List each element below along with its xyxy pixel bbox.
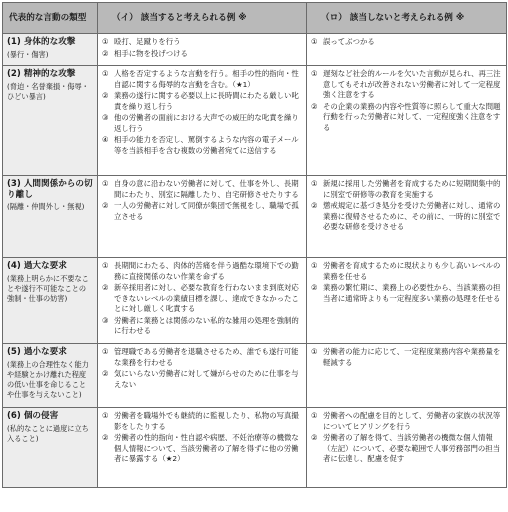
example-item	[102, 49, 302, 60]
item-text: 殴打、足蹴りを行う	[114, 37, 181, 46]
example-item	[102, 347, 302, 368]
example-item	[311, 69, 502, 101]
category-cell	[3, 176, 98, 258]
item-text: 人格を否定するような言動を行う。相手の性的指向・性自認に関する侮辱的な言動を含む。（★1）	[114, 69, 299, 89]
category-description: (脅迫・名誉棄損・侮辱・ひどい暴言)	[7, 81, 89, 101]
item-number: ②	[102, 48, 109, 58]
item-number: ①	[311, 261, 318, 270]
example-item	[102, 369, 302, 390]
category-title: (2) 精神的な攻撃	[7, 69, 76, 79]
item-text: 誤ってぶつかる	[323, 37, 375, 46]
not-applies-cell	[307, 34, 507, 66]
header-applies: （イ） 該当すると考えられる例 ※	[98, 3, 307, 34]
example-item	[311, 347, 502, 368]
item-text: 労働者を職場外でも継続的に監視したり、私物の写真撮影をしたりする	[114, 411, 299, 431]
category-description: (私的なことに過度に立ち入ること)	[7, 423, 89, 443]
example-item	[311, 37, 502, 48]
item-number: ②	[311, 283, 318, 293]
example-item	[102, 135, 302, 156]
item-text: 長期間にわたる、肉体的苦痛を伴う過酷な環境下での勤務に直接関係のない作業を命ずる	[114, 261, 299, 281]
item-text: 気にいらない労働者に対して嫌がらせのために仕事を与えない	[114, 369, 299, 389]
item-text: 労働者の性的指向・性自認や病歴、不妊治療等の機微な個人情報について、当該労働者の了解を得ずに他の労働者に暴露する（★2）	[114, 433, 299, 464]
item-number: ①	[102, 261, 109, 270]
example-item	[311, 261, 502, 282]
item-text: 管理職である労働者を退職させるため、誰でも遂行可能な業務を行わせる	[114, 347, 299, 367]
item-text: 労働者を育成するために現状よりも少し高いレベルの業務を任せる	[323, 261, 501, 281]
item-text: 労働者の了解を得て、当該労働者の機微な個人情報（左記）について、必要な範囲で人事労務部門の担当者に伝達し、配慮を促す	[323, 433, 501, 464]
applies-cell	[98, 176, 307, 258]
applies-cell	[98, 66, 307, 176]
example-item	[102, 179, 302, 200]
category-title: (3) 人間関係からの切り離し	[7, 179, 93, 200]
category-cell	[3, 34, 98, 66]
not-applies-cell	[307, 258, 507, 344]
item-text: 一人の労働者に対して同僚が集団で無視をし、職場で孤立させる	[114, 201, 299, 221]
harassment-examples-table	[2, 2, 507, 488]
category-cell	[3, 66, 98, 176]
not-applies-cell	[307, 66, 507, 176]
category-cell	[3, 258, 98, 344]
header-category: 代表的な言動の類型	[3, 3, 98, 34]
category-description: (暴行・傷害)	[7, 49, 49, 59]
example-item	[102, 69, 302, 90]
item-text: 懲戒規定に基づき処分を受けた労働者に対し、通常の業務に復帰させるために、その前に、一時的に別室で必要な研修を受けさせる	[323, 201, 501, 232]
item-number: ①	[102, 69, 109, 78]
item-number: ③	[102, 315, 109, 325]
example-item	[102, 201, 302, 222]
category-description: (隔離・仲間外し・無視)	[7, 202, 85, 212]
table-row	[3, 176, 507, 258]
item-number: ①	[102, 411, 109, 420]
item-text: 業務の遂行に関する必要以上に長時間にわたる厳しい叱責を繰り返し行う	[114, 91, 299, 111]
item-number: ④	[102, 135, 109, 145]
item-number: ①	[311, 347, 318, 356]
example-item	[311, 411, 502, 432]
item-text: 労働者に業務とは関係のない私的な雑用の処理を強制的に行わせる	[114, 315, 299, 336]
category-description: (業務上明らかに不要なことや遂行不可能なことの強制・仕事の妨害)	[7, 273, 89, 303]
category-cell	[3, 344, 98, 408]
applies-cell	[98, 34, 307, 66]
item-number: ①	[102, 347, 109, 356]
example-item	[102, 91, 302, 112]
not-applies-cell	[307, 408, 507, 488]
item-number: ②	[311, 201, 318, 211]
category-title: (5) 過小な要求	[7, 347, 67, 357]
item-number: ②	[102, 201, 109, 211]
example-item	[311, 201, 502, 233]
item-number: ③	[102, 113, 109, 123]
table-row	[3, 408, 507, 488]
category-title: (4) 過大な要求	[7, 261, 67, 271]
example-item	[102, 316, 302, 337]
category-description: (業務上の合理性なく能力や経験とかけ離れた程度の低い仕事を命じることや仕事を与えないこと)	[7, 359, 89, 399]
example-item	[102, 37, 302, 48]
item-text: 遅刻など社会的ルールを欠いた言動が見られ、再三注意してもそれが改善されない労働者に対して一定程度強く注意をする	[323, 69, 501, 100]
item-text: 相手の能力を否定し、罵倒するような内容の電子メール等を当該相手を含む複数の労働者宛てに送信する	[114, 135, 299, 155]
item-number: ②	[102, 369, 109, 379]
item-number: ①	[311, 69, 318, 78]
category-cell	[3, 408, 98, 488]
item-number: ②	[102, 91, 109, 101]
table-row	[3, 66, 507, 176]
item-text: 自身の意に沿わない労働者に対して、仕事を外し、長期間にわたり、別室に隔離したり、自宅研修させたりする	[114, 179, 299, 199]
item-number: ①	[311, 411, 318, 420]
item-text: 労働者への配慮を目的として、労働者の家族の状況等についてヒアリングを行う	[323, 411, 501, 431]
example-item	[102, 433, 302, 465]
category-title: (1) 身体的な攻撃	[7, 37, 76, 47]
item-number: ①	[102, 37, 109, 46]
category-title: (6) 個の侵害	[7, 411, 59, 421]
table-row	[3, 344, 507, 408]
example-item	[311, 102, 502, 134]
item-text: 労働者の能力に応じて、一定程度業務内容や業務量を軽減する	[323, 347, 501, 367]
not-applies-cell	[307, 176, 507, 258]
item-text: 業務の繁忙期に、業務上の必要性から、当該業務の担当者に通常時よりも一定程度多い業務の処理を任せる	[323, 283, 501, 303]
item-text: 新規に採用した労働者を育成するために短期間集中的に別室で研修等の教育を実施する	[323, 179, 501, 199]
applies-cell	[98, 408, 307, 488]
item-text: 新卒採用者に対し、必要な教育を行わないまま到底対応できないレベルの業績目標を課し、達成できなかったことに対し厳しく叱責する	[114, 283, 299, 314]
applies-cell	[98, 344, 307, 408]
item-number: ①	[311, 179, 318, 188]
item-text: その企業の業務の内容や性質等に照らして重大な問題行動を行った労働者に対して、一定程度強く注意をする	[323, 101, 501, 132]
example-item	[311, 283, 502, 304]
item-text: 他の労働者の面前における大声での威圧的な叱責を繰り返し行う	[114, 113, 299, 133]
item-number: ②	[102, 433, 109, 443]
example-item	[311, 179, 502, 200]
example-item	[102, 283, 302, 315]
example-item	[102, 411, 302, 432]
example-item	[102, 113, 302, 134]
item-text: 相手に物を投げつける	[114, 48, 188, 58]
item-number: ②	[311, 433, 318, 443]
header-not-applies: （ロ） 該当しないと考えられる例 ※	[307, 3, 507, 34]
item-number: ②	[311, 101, 318, 111]
item-number: ①	[102, 179, 109, 188]
item-number: ①	[311, 37, 318, 46]
table-row	[3, 34, 507, 66]
not-applies-cell	[307, 344, 507, 408]
table-row	[3, 258, 507, 344]
example-item	[102, 261, 302, 282]
applies-cell	[98, 258, 307, 344]
example-item	[311, 433, 502, 465]
item-number: ②	[102, 283, 109, 293]
